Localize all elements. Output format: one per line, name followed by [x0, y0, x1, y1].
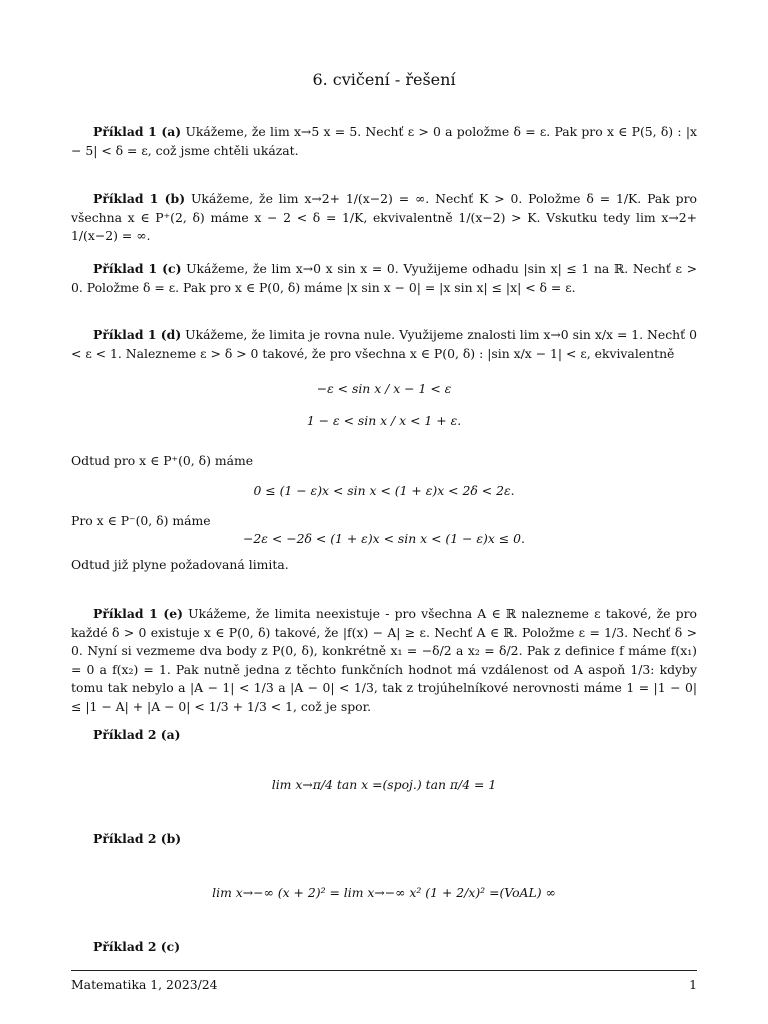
- example-label: Příklad 2 (a): [93, 727, 181, 742]
- example-text: Ukážeme, že lim x→0 x sin x = 0. Využijeme odhadu |sin x| ≤ 1 na ℝ. Nechť ε > 0. Položme δ = ε. Pak pro x ∈ P(0, δ) máme |x sin x − 0| = |x sin x| ≤ |x| < δ = ε.: [71, 261, 697, 295]
- example-label: Příklad 1 (a): [93, 124, 182, 139]
- paragraph-text: Odtud již plyne požadovaná limita.: [71, 557, 289, 572]
- equation-1d-1: −ε < sin x / x − 1 < ε: [316, 381, 452, 396]
- paragraph-text: Odtud pro x ∈ P⁺(0, δ) máme: [71, 453, 254, 468]
- example-text: Ukážeme, že lim x→5 x = 5. Nechť ε > 0 a položme δ = ε. Pak pro x ∈ P(5, δ) : |x − 5| < δ = ε, což jsme chtěli ukázat.: [71, 124, 697, 158]
- document-page: [71, 0, 697, 1024]
- equation-1d-2: 1 − ε < sin x / x < 1 + ε.: [306, 413, 462, 428]
- equation-1d-4: −2ε < −2δ < (1 + ε)x < sin x < (1 − ε)x ≤ 0.: [243, 531, 525, 546]
- equation-2a: lim x→π/4 tan x =(spoj.) tan π/4 = 1: [271, 777, 497, 792]
- example-label: Příklad 1 (b): [93, 191, 186, 206]
- example-text: Ukážeme, že lim x→2+ 1/(x−2) = ∞. Nechť K > 0. Položme δ = 1/K. Pak pro všechna x ∈ P⁺(2, δ) máme x − 2 < δ = 1/K, ekvivalentně 1/(x−2) > K. Vskutku tedy lim x→2+ 1/(x−2) = ∞.: [71, 191, 697, 244]
- example-2a: [71, 726, 697, 745]
- example-label: Příklad 1 (c): [93, 261, 182, 276]
- footer-course: Matematika 1, 2023/24: [71, 977, 218, 992]
- example-label: Příklad 2 (c): [93, 939, 181, 954]
- example-text: Ukážeme, že limita je rovna nule. Využijeme znalosti lim x→0 sin x/x = 1. Nechť 0 < ε < 1. Nalezneme ε > δ > 0 takové, že pro všechna x ∈ P(0, δ) : |sin x/x − 1| < ε, ekvivalentně: [71, 327, 697, 361]
- example-label: Příklad 2 (b): [93, 831, 182, 846]
- example-2b: [71, 830, 697, 849]
- example-1e: [71, 605, 697, 717]
- footer-rule: [71, 970, 697, 971]
- example-1c: [71, 260, 697, 297]
- footer-page-number: 1: [689, 977, 697, 992]
- example-text: Ukážeme, že limita neexistuje - pro všechna A ∈ ℝ nalezneme ε takové, že pro každé δ > 0 existuje x ∈ P(0, δ) takové, že |f(x) − A| ≥ ε. Nechť A ∈ ℝ. Položme ε = 1/3. Nechť δ > 0. Nyní si vezmeme dva body z P(0, δ), konkrétně x₁ = −δ/2 a x₂ = δ/2. Pak z definice f máme f(x₁) = 0 a f(x₂) = 1. Pak nutně jedna z těchto funkčních hodnot má vzdálenost od A aspoň 1/3: kdyby tomu tak nebylo a |A − 1| < 1/3 a |A − 0| < 1/3, tak z trojúhelníkové nerovnosti máme 1 = |1 − 0| ≤ |1 − A| + |A − 0| < 1/3 + 1/3 < 1, což je spor.: [71, 606, 697, 715]
- example-1d: [71, 326, 697, 363]
- example-label: Příklad 1 (e): [93, 606, 183, 621]
- page-title: 6. cvičení - řešení: [312, 70, 456, 89]
- paragraph-text: Pro x ∈ P⁻(0, δ) máme: [71, 513, 211, 528]
- equation-2b: lim x→−∞ (x + 2)² = lim x→−∞ x² (1 + 2/x)² =(VoAL) ∞: [212, 885, 556, 900]
- equation-1d-3: 0 ≤ (1 − ε)x < sin x < (1 + ε)x < 2δ < 2ε.: [253, 483, 515, 498]
- example-2c: [71, 938, 697, 957]
- example-label: Příklad 1 (d): [93, 327, 182, 342]
- example-1a: [71, 123, 697, 160]
- example-1b: [71, 190, 697, 246]
